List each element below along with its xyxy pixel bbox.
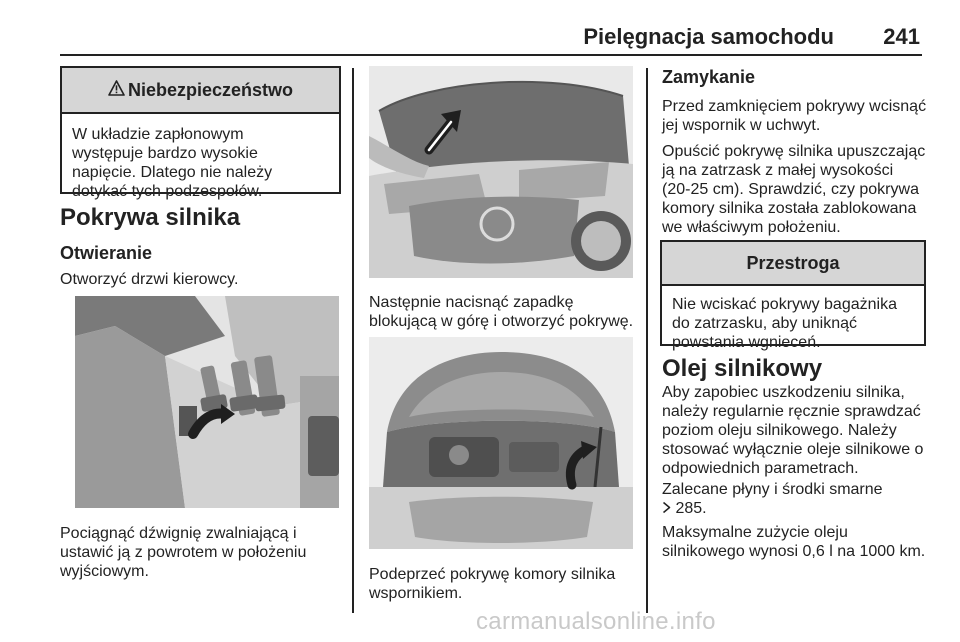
page-number: 241: [883, 24, 920, 49]
column-divider-2: [646, 68, 648, 613]
text-line: dotykać tych podzespołów.: [72, 183, 263, 200]
page-reference[interactable]: [662, 499, 883, 519]
caption-prop-rod: [369, 565, 615, 603]
subsection-title-closing: Zamykanie: [662, 67, 756, 87]
text-line: wyjściowym.: [60, 563, 149, 580]
caution-box: [660, 240, 926, 351]
watermark: carmanualsonline.info: [476, 608, 716, 635]
text-line: wspornikiem.: [369, 585, 463, 602]
text-line: Podeprzeć pokrywę komory silnika: [369, 566, 616, 583]
caution-box-title: Przestroga: [746, 252, 840, 273]
caution-box-text: [662, 286, 924, 352]
text-line: należy regularnie ręcznie sprawdzać: [662, 403, 921, 420]
text-line: Nie wciskać pokrywy bagażnika: [672, 296, 897, 313]
text-line: do zatrzasku, aby uniknąć: [672, 315, 857, 332]
caption-latch: [369, 293, 633, 331]
paragraph-closing-2: [662, 142, 925, 237]
text-line: odpowiednich parametrach.: [662, 460, 859, 477]
text-line: ustawić ją z powrotem w położeniu: [60, 544, 307, 561]
text-line: (20-25 cm). Sprawdzić, czy pokrywa: [662, 181, 919, 198]
paragraph-closing-1: [662, 97, 926, 135]
hood-release-lever-figure: [75, 296, 339, 508]
caption-pull-lever: [60, 524, 306, 581]
text-line: stosować wyłącznie oleje silnikowe o: [662, 441, 924, 458]
danger-box-header: [62, 68, 339, 114]
text-line: napięcie. Dlatego nie należy: [72, 164, 273, 181]
header-rule: [60, 54, 922, 56]
text-line: we właściwym położeniu.: [662, 219, 841, 236]
page-header-title: Pielęgnacja samochodu: [583, 24, 834, 49]
text-line: komory silnika została zablokowana: [662, 200, 917, 217]
text-line: Zalecane płyny i środki smarne: [662, 481, 883, 498]
paragraph-oil-check: [662, 383, 923, 478]
hood-latch-figure: [369, 66, 633, 278]
text-line: Następnie nacisnąć zapadkę: [369, 294, 574, 311]
paragraph-oil-consumption: [662, 523, 925, 561]
text-line: W układzie zapłonowym: [72, 126, 244, 143]
paragraph-recommended-fluids: [662, 480, 883, 519]
text-line: Pociągnąć dźwignię zwalniającą i: [60, 525, 297, 542]
text-line: powstania wgnieceń.: [672, 334, 821, 351]
warning-triangle-icon: [108, 80, 125, 101]
danger-box: [60, 66, 341, 200]
danger-box-text: [62, 114, 339, 201]
text-line: jej wspornik w uchwyt.: [662, 117, 821, 134]
text-line: blokującą w górę i otworzyć pokrywę.: [369, 313, 634, 330]
text-line: Maksymalne zużycie oleju: [662, 524, 848, 541]
section-title-engine-oil: Olej silnikowy: [662, 355, 823, 382]
hood-prop-rod-figure: [369, 337, 633, 549]
text-line: Przed zamknięciem pokrywy wcisnąć: [662, 98, 927, 115]
text-line: poziom oleju silnikowego. Należy: [662, 422, 897, 439]
caution-box-header: [662, 242, 924, 286]
reference-page-number: 285.: [675, 500, 707, 517]
reference-arrow-icon: [662, 500, 671, 519]
text-line: Aby zapobiec uszkodzeniu silnika,: [662, 384, 905, 401]
text-line: ją na zatrzask z małej wysokości: [662, 162, 894, 179]
danger-box-title: Niebezpieczeństwo: [127, 79, 294, 100]
text-line: silnikowego wynosi 0,6 l na 1000 km.: [662, 543, 926, 560]
text-line: występuje bardzo wysokie: [72, 145, 258, 162]
text-line: Opuścić pokrywę silnika upuszczając: [662, 143, 926, 160]
step-open-door: Otworzyć drzwi kierowcy.: [60, 271, 239, 288]
column-divider-1: [352, 68, 354, 613]
section-title-hood: Pokrywa silnika: [60, 204, 241, 231]
subsection-title-opening: Otwieranie: [60, 243, 153, 263]
